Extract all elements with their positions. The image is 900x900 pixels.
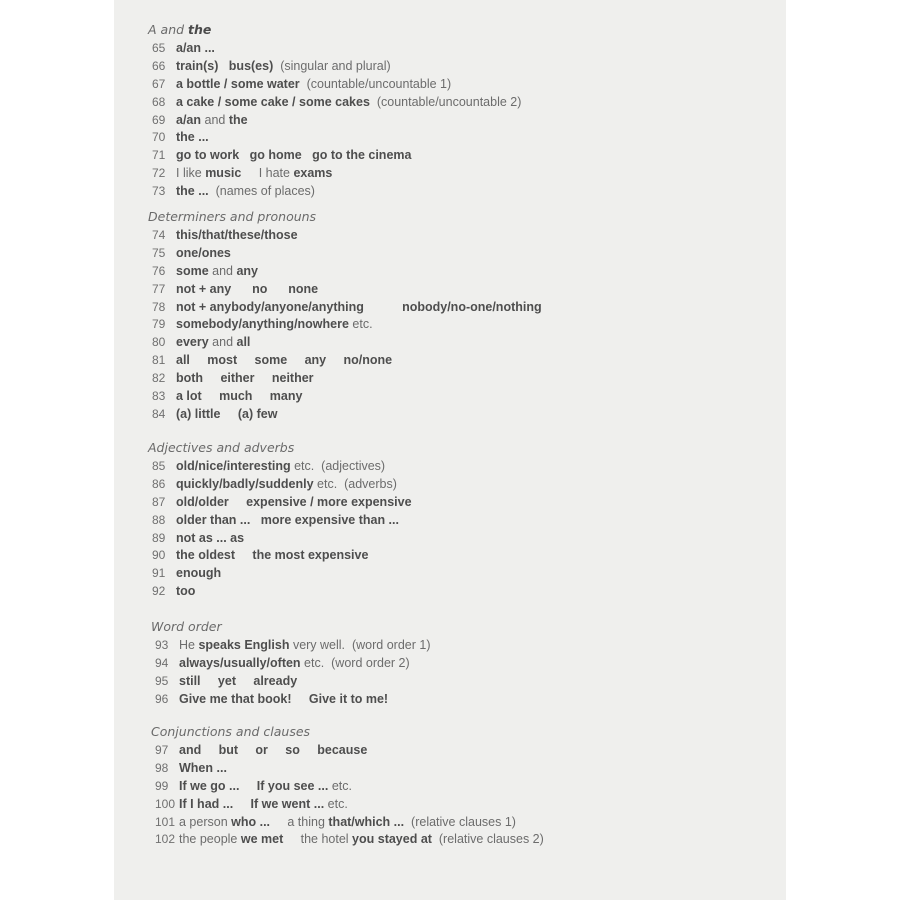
- unit-title-text: a thing: [270, 814, 329, 829]
- unit-row[interactable]: [151, 831, 544, 849]
- unit-title-bold: who ...: [231, 814, 271, 829]
- unit-title-bold: go to work: [176, 148, 240, 163]
- unit-title-bold: the ...: [176, 184, 209, 199]
- unit-title-bold: a bottle / some water: [176, 76, 300, 91]
- unit-row[interactable]: [148, 245, 542, 263]
- unit-title-text: (names of places): [208, 184, 315, 199]
- unit-title-text: and: [201, 112, 229, 127]
- unit-title-bold: some: [176, 263, 209, 278]
- unit-title-bold: more expensive than ...: [260, 512, 399, 527]
- unit-number: 90: [152, 548, 166, 563]
- unit-title-bold: music: [205, 166, 242, 181]
- section-4: [151, 724, 544, 849]
- unit-title-bold: either: [220, 371, 255, 386]
- unit-title-bold: nobody/no-one/nothing: [402, 299, 542, 314]
- unit-row[interactable]: [148, 129, 521, 147]
- unit-number: 88: [152, 512, 166, 527]
- unit-title-bold: some: [254, 353, 288, 368]
- unit-title-bold: any: [304, 353, 327, 368]
- unit-row[interactable]: [151, 655, 430, 673]
- unit-number: 101: [155, 814, 176, 829]
- unit-title-text: I hate: [241, 166, 294, 181]
- unit-row[interactable]: [148, 388, 542, 406]
- unit-number: 72: [152, 166, 166, 181]
- unit-row[interactable]: [151, 691, 430, 709]
- unit-row[interactable]: [148, 512, 412, 530]
- unit-row[interactable]: [148, 334, 542, 352]
- unit-title-text: (singular and plural): [273, 58, 391, 73]
- unit-title-text: [267, 282, 288, 296]
- heading-part: A: [148, 22, 157, 37]
- unit-title-bold: a/an: [176, 112, 202, 127]
- unit-title-text: I like: [176, 166, 206, 181]
- unit-number: 80: [152, 335, 166, 350]
- unit-title-text: [220, 407, 237, 421]
- unit-title-text: and: [208, 263, 237, 278]
- section-2: [148, 440, 412, 601]
- unit-title-bold: or: [255, 743, 268, 757]
- unit-number: 102: [155, 832, 176, 847]
- unit-title-bold: every: [176, 335, 209, 350]
- unit-row[interactable]: [151, 796, 544, 814]
- unit-row[interactable]: [151, 742, 544, 760]
- unit-number: 70: [152, 130, 166, 145]
- unit-row[interactable]: [148, 458, 412, 476]
- unit-row[interactable]: [148, 112, 521, 130]
- unit-title-bold: many: [269, 389, 303, 404]
- unit-number: 66: [152, 58, 166, 73]
- unit-title-bold: no/none: [343, 353, 393, 368]
- unit-row[interactable]: [148, 494, 412, 512]
- heading-part: and: [156, 22, 189, 37]
- unit-row[interactable]: [151, 673, 430, 691]
- unit-title-bold: a lot: [176, 389, 202, 404]
- unit-title-bold: because: [317, 743, 368, 757]
- heading-part: Word order: [151, 619, 222, 634]
- unit-title-bold: the: [228, 112, 248, 127]
- unit-title-bold: speaks English: [198, 638, 290, 652]
- unit-number: 93: [155, 638, 169, 652]
- unit-title-bold: If I had ...: [179, 796, 234, 811]
- unit-title-bold: old/nice/interesting: [176, 459, 291, 473]
- unit-title-bold: too: [176, 584, 196, 599]
- contents-page: [114, 0, 786, 900]
- unit-title-bold: all: [236, 335, 251, 350]
- unit-title-bold: (a) few: [237, 406, 278, 421]
- unit-title-bold: and: [179, 743, 202, 757]
- unit-title-text: [231, 282, 252, 296]
- unit-row[interactable]: [148, 76, 521, 94]
- unit-row[interactable]: [148, 147, 521, 165]
- unit-number: 65: [152, 41, 166, 55]
- unit-number: 99: [155, 778, 169, 793]
- unit-title-bold: that/which ...: [328, 814, 405, 829]
- unit-title-bold: If you see ...: [256, 778, 329, 793]
- unit-title-text: [300, 743, 317, 757]
- unit-number: 81: [152, 353, 166, 368]
- unit-title-bold: exams: [293, 166, 333, 181]
- heading-part: Adjectives and adverbs: [148, 440, 295, 455]
- unit-title-text: [218, 59, 228, 73]
- unit-title-bold: If we go ...: [179, 778, 240, 793]
- unit-title-text: (countable/uncountable 1): [299, 76, 452, 91]
- unit-row[interactable]: [151, 760, 544, 778]
- unit-title-bold: somebody/anything/nowhere: [176, 317, 349, 332]
- unit-title-bold: any: [236, 263, 259, 278]
- section-0: [148, 22, 521, 201]
- unit-number: 69: [152, 112, 166, 127]
- unit-title-text: [239, 779, 256, 793]
- unit-title-bold: the oldest: [176, 548, 236, 563]
- unit-title-bold: one/ones: [176, 245, 231, 260]
- unit-title-bold: When ...: [179, 760, 227, 775]
- unit-title-text: [236, 674, 253, 688]
- unit-number: 78: [152, 299, 166, 314]
- unit-title-text: [287, 353, 304, 367]
- unit-number: 84: [152, 406, 166, 421]
- section-1: [148, 209, 542, 424]
- unit-title-bold: none: [288, 281, 319, 296]
- heading-part: the: [188, 22, 212, 37]
- unit-row[interactable]: [148, 406, 542, 424]
- unit-row[interactable]: [148, 547, 412, 565]
- unit-row[interactable]: [151, 814, 544, 832]
- unit-title-text: [238, 743, 255, 757]
- unit-title-text: etc.: [324, 796, 348, 811]
- unit-title-text: [235, 548, 252, 562]
- unit-title-bold: If we went ...: [250, 796, 325, 811]
- unit-title-text: He: [179, 638, 199, 652]
- unit-title-bold: older than ...: [176, 512, 251, 527]
- unit-title-bold: not + any: [176, 281, 232, 296]
- unit-title-bold: still: [179, 673, 201, 688]
- unit-title-bold: most: [207, 353, 238, 368]
- unit-title-bold: old/older: [176, 494, 229, 509]
- section-heading: [148, 440, 412, 456]
- unit-title-text: [326, 353, 343, 367]
- unit-number: 68: [152, 94, 166, 109]
- unit-title-bold: already: [253, 673, 298, 688]
- unit-row[interactable]: [148, 316, 542, 334]
- unit-row[interactable]: [148, 58, 521, 76]
- unit-title-bold: but: [218, 743, 239, 757]
- unit-title-bold: always/usually/often: [179, 655, 301, 670]
- section-3: [151, 619, 430, 709]
- unit-row[interactable]: [148, 165, 521, 183]
- unit-number: 74: [152, 228, 166, 242]
- unit-title-text: (relative clauses 1): [404, 814, 516, 829]
- unit-row[interactable]: [148, 227, 542, 245]
- unit-number: 100: [155, 796, 176, 811]
- unit-title-text: [203, 371, 220, 385]
- unit-title-text: etc.: [328, 778, 352, 793]
- unit-title-text: [239, 148, 249, 162]
- unit-title-bold: (a) little: [176, 406, 221, 421]
- unit-title-text: etc. (adverbs): [313, 476, 397, 491]
- unit-number: 98: [155, 760, 169, 775]
- unit-number: 77: [152, 281, 166, 296]
- unit-title-text: [250, 513, 260, 527]
- unit-row[interactable]: [148, 263, 542, 281]
- unit-title-bold: quickly/badly/suddenly: [176, 476, 314, 491]
- unit-title-bold: a/an ...: [176, 41, 215, 55]
- unit-title-text: [268, 743, 285, 757]
- unit-title-bold: all: [176, 353, 190, 368]
- unit-title-text: [237, 353, 254, 367]
- unit-row[interactable]: [148, 370, 542, 388]
- unit-row[interactable]: [151, 778, 544, 796]
- unit-title-text: [364, 300, 402, 314]
- unit-row[interactable]: [148, 476, 412, 494]
- unit-title-bold: enough: [176, 566, 222, 581]
- unit-title-text: [201, 674, 218, 688]
- unit-title-text: a person: [179, 814, 232, 829]
- unit-title-bold: you stayed at: [352, 832, 432, 847]
- unit-title-text: the hotel: [283, 832, 353, 847]
- unit-title-text: [229, 495, 246, 509]
- unit-title-text: (countable/uncountable 2): [369, 94, 522, 109]
- section-heading: [148, 22, 521, 38]
- unit-title-bold: yet: [217, 673, 236, 688]
- unit-row[interactable]: [148, 583, 412, 601]
- unit-title-text: the people: [179, 832, 241, 847]
- unit-number: 87: [152, 494, 166, 509]
- unit-row[interactable]: [151, 637, 430, 655]
- unit-number: 92: [152, 584, 166, 599]
- heading-part: Determiners and pronouns: [148, 209, 317, 224]
- unit-title-bold: Give me that book!: [179, 691, 292, 706]
- unit-row[interactable]: [148, 530, 412, 548]
- unit-title-bold: the ...: [176, 130, 209, 145]
- unit-title-text: etc.: [348, 317, 373, 332]
- unit-number: 82: [152, 371, 166, 386]
- unit-row[interactable]: [148, 281, 542, 299]
- unit-row[interactable]: [148, 352, 542, 370]
- unit-title-bold: we met: [240, 832, 284, 847]
- unit-title-bold: bus(es): [228, 58, 274, 73]
- unit-title-bold: so: [285, 743, 300, 757]
- unit-number: 85: [152, 459, 166, 473]
- unit-title-text: [302, 148, 312, 162]
- unit-title-bold: this/that/these/those: [176, 228, 298, 242]
- unit-row[interactable]: [148, 299, 542, 317]
- unit-title-bold: no: [252, 281, 268, 296]
- unit-number: 83: [152, 389, 166, 404]
- unit-title-bold: expensive / more expensive: [246, 494, 412, 509]
- unit-title-text: [292, 692, 309, 706]
- unit-title-bold: much: [219, 389, 253, 404]
- unit-row[interactable]: [148, 94, 521, 112]
- unit-title-bold: go to the cinema: [312, 148, 412, 163]
- unit-title-text: [201, 743, 218, 757]
- unit-number: 94: [155, 655, 169, 670]
- unit-title-text: very well. (word order 1): [289, 638, 431, 652]
- unit-row[interactable]: [148, 183, 521, 201]
- section-heading: [151, 619, 430, 635]
- unit-title-bold: not + anybody/anyone/anything: [176, 299, 364, 314]
- unit-title-text: [202, 389, 219, 403]
- unit-title-bold: not as ... as: [176, 530, 245, 545]
- unit-number: 95: [155, 673, 169, 688]
- heading-part: Conjunctions and clauses: [151, 724, 311, 739]
- unit-number: 89: [152, 530, 166, 545]
- unit-number: 75: [152, 245, 166, 260]
- unit-title-text: [252, 389, 269, 403]
- unit-number: 91: [152, 566, 166, 581]
- unit-number: 67: [152, 76, 166, 91]
- unit-number: 79: [152, 317, 166, 332]
- unit-title-bold: a cake / some cake / some cakes: [176, 94, 370, 109]
- unit-title-bold: Give it to me!: [308, 691, 389, 706]
- unit-title-text: etc. (adjectives): [290, 459, 386, 473]
- unit-number: 76: [152, 263, 166, 278]
- unit-title-text: (relative clauses 2): [431, 832, 544, 847]
- unit-title-bold: train(s): [176, 58, 219, 73]
- unit-title-bold: neither: [271, 371, 314, 386]
- unit-title-text: [190, 353, 207, 367]
- unit-title-text: etc. (word order 2): [300, 655, 410, 670]
- unit-number: 96: [155, 691, 169, 706]
- unit-number: 86: [152, 476, 166, 491]
- unit-title-text: [255, 371, 272, 385]
- unit-title-bold: the most expensive: [252, 548, 369, 563]
- unit-title-bold: go home: [249, 148, 302, 163]
- unit-row[interactable]: [148, 565, 412, 583]
- unit-title-text: and: [208, 335, 237, 350]
- unit-title-bold: both: [176, 371, 204, 386]
- unit-number: 97: [155, 743, 169, 757]
- unit-title-text: [233, 797, 250, 811]
- section-heading: [151, 724, 544, 740]
- unit-number: 73: [152, 184, 166, 199]
- unit-row[interactable]: [148, 40, 521, 58]
- unit-number: 71: [152, 148, 166, 163]
- section-heading: [148, 209, 542, 225]
